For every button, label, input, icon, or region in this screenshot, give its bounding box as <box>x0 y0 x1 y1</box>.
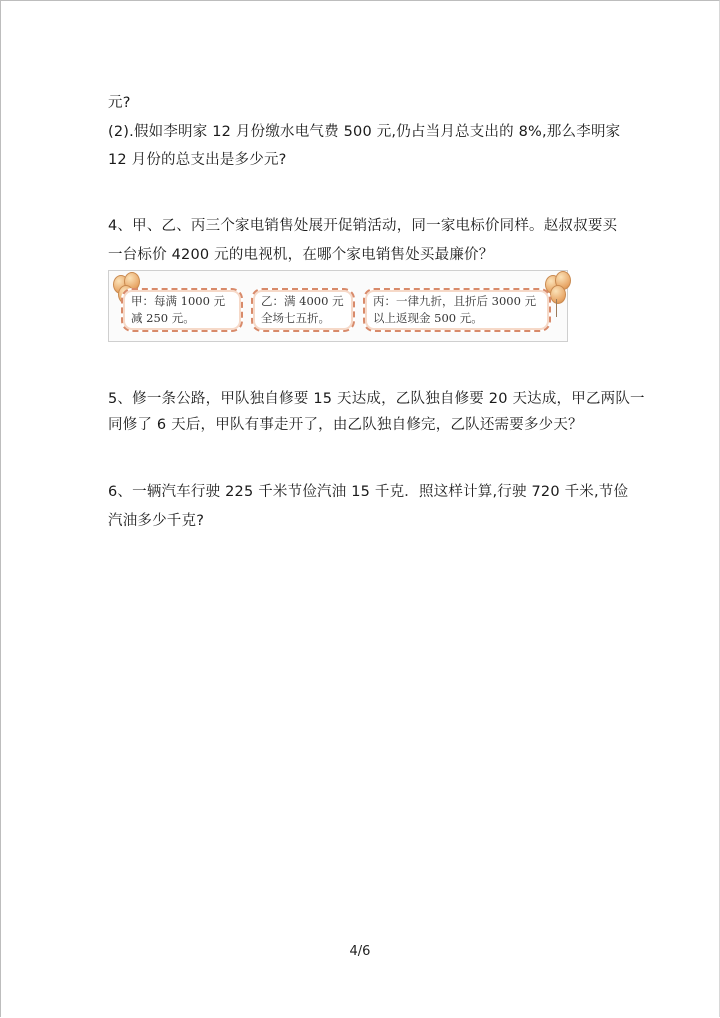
promo-yi-line-1: 乙：满 4000 元 <box>261 294 344 308</box>
balloon-string <box>556 299 557 317</box>
promo-bing <box>363 288 551 332</box>
question-3-part-2-line-2: 12 月份的总支出是多少元? <box>108 152 287 168</box>
promo-jia <box>121 288 243 332</box>
balloon-icon <box>550 285 566 304</box>
promo-bing-line-2: 以上返现金 500 元。 <box>373 311 483 325</box>
promo-yi <box>251 288 355 332</box>
question-3-tail: 元? <box>108 95 131 111</box>
question-4-line-1: 4、甲、乙、丙三个家电销售处展开促销活动，同一家电标价同样。赵叔叔要买 <box>108 218 618 234</box>
promo-jia-line-1: 甲：每满 1000 元 <box>131 294 226 308</box>
promo-jia-line-2: 减 250 元。 <box>131 311 195 325</box>
question-5-line-2: 同修了 6 天后，甲队有事走开了，由乙队独自修完，乙队还需要多少天？ <box>108 417 583 433</box>
question-3-part-2-line-1: (2).假如李明家 12 月份缴水电气费 500 元,仍占当月总支出的 8%,那么李明家 <box>108 124 621 140</box>
promo-bing-line-1: 丙：一律九折，且折后 3000 元 <box>373 294 537 308</box>
question-4-line-2: 一台标价 4200 元的电视机，在哪个家电销售处买最廉价？ <box>108 247 494 263</box>
question-6-line-2: 汽油多少千克? <box>108 513 205 529</box>
question-5-line-1: 5、修一条公路，甲队独自修要 15 天达成，乙队独自修要 20 天达成，甲乙两队一 <box>108 391 645 407</box>
page-number: 4/6 <box>349 944 371 959</box>
promo-yi-line-2: 全场七五折。 <box>261 311 330 325</box>
question-6-line-1: 6、一辆汽车行驶 225 千米节俭汽油 15 千克．照这样计算,行驶 720 千米,节俭 <box>108 484 629 500</box>
promotion-figure <box>108 270 568 342</box>
